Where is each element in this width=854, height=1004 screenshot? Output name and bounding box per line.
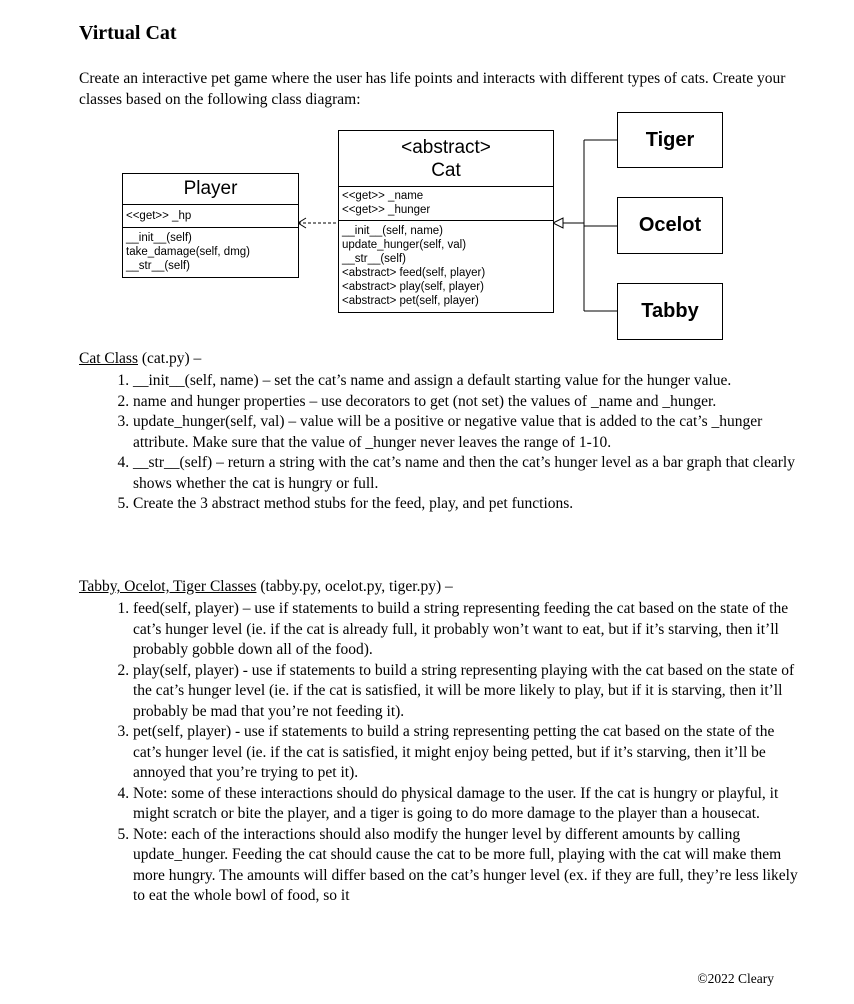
list-item: 2. play(self, player) - use if statements to build a string representing playing with the cat based on the state of the cat’s hunger level (ie. if the cat is satisfied, it will be more likely to play, but if it is starving, then it’ll probably be mad that you’re not feeding it).	[133, 661, 799, 723]
cat-method: __init__(self, name)	[342, 225, 443, 237]
cat-attribute: <<get>> _name	[342, 190, 424, 202]
player-class-box	[122, 173, 299, 278]
cat-stereotype: <abstract>	[401, 137, 491, 158]
ocelot-class-name: Ocelot	[638, 214, 702, 236]
cat-section-title: Cat Class	[79, 350, 138, 367]
tabby-class-name: Tabby	[641, 300, 699, 322]
list-item: 3. pet(self, player) - use if statements to build a string representing petting the cat based on the state of the cat’s hunger level (ie. if the cat is satisfied, it might enjoy being petted, but if it’s starving, then it’ll be annoyed that you’re trying to pet it).	[133, 722, 799, 784]
inheritance-arrowhead	[553, 218, 563, 228]
cat-section-file: (cat.py) –	[138, 350, 202, 367]
cat-class-name: Cat	[431, 160, 461, 181]
tiger-class-name: Tiger	[645, 128, 695, 151]
player-attribute: <<get>> _hp	[126, 210, 192, 222]
cat-section-heading	[79, 350, 201, 368]
cat-method: <abstract> feed(self, player)	[342, 267, 486, 279]
cat-methods	[339, 220, 553, 312]
player-attributes	[123, 204, 298, 227]
cat-method: <abstract> pet(self, player)	[342, 295, 479, 307]
cat-requirements-list	[79, 371, 799, 515]
list-item: 5. Note: each of the interactions should also modify the hunger level by different amounts by calling update_hunger. Feeding the cat should cause the cat to be more full, playing with the cat will make them more hungry. The amounts will differ based on the cat’s hunger level (ex. if they are full, they’re less likely to eat the whole bowl of food, so it	[133, 825, 799, 907]
list-item: 4. Note: some of these interactions should do physical damage to the user. If the cat is hungry or playful, it might scratch or bite the player, and a tiger is going to do more damage to the player than a housecat.	[133, 784, 799, 825]
player-methods	[123, 227, 298, 277]
player-method: __init__(self)	[126, 232, 192, 244]
tabby-class-box	[617, 283, 723, 340]
list-item: 2. name and hunger properties – use decorators to get (not set) the values of _name and _hunger.	[133, 392, 799, 413]
player-method: __str__(self)	[126, 260, 190, 272]
subclass-section-title: Tabby, Ocelot, Tiger Classes	[79, 578, 257, 595]
player-class-name: Player	[183, 178, 238, 199]
list-item: 3. update_hunger(self, val) – value will be a positive or negative value that is added to the cat’s _hunger attribute. Make sure that the value of _hunger never leaves the range of 1-10.	[133, 412, 799, 453]
player-method: take_damage(self, dmg)	[126, 246, 251, 258]
subclass-requirements-list	[79, 599, 799, 907]
list-item: 4. __str__(self) – return a string with the cat’s name and then the cat’s hunger level as a bar graph that clearly shows whether the cat is hungry or full.	[133, 453, 799, 494]
copyright-footer: ©2022 Cleary	[697, 971, 774, 986]
cat-attributes	[339, 186, 553, 220]
ocelot-class-box	[617, 197, 723, 254]
subclass-section-heading	[79, 578, 453, 596]
subclass-section-file: (tabby.py, ocelot.py, tiger.py) –	[256, 578, 453, 595]
list-item: 5. Create the 3 abstract method stubs for the feed, play, and pet functions.	[133, 494, 799, 515]
list-item: 1. __init__(self, name) – set the cat’s name and assign a default starting value for the hunger value.	[133, 371, 799, 392]
cat-method: <abstract> play(self, player)	[342, 281, 484, 293]
tiger-class-box	[617, 112, 723, 168]
cat-method: update_hunger(self, val)	[342, 239, 467, 251]
intro-paragraph: Create an interactive pet game where the user has life points and interacts with different types of cats. Create your classes based on the following class diagram:	[79, 70, 786, 108]
cat-class-header	[339, 131, 553, 186]
cat-method: __str__(self)	[342, 253, 406, 265]
cat-attribute: <<get>> _hunger	[342, 204, 431, 216]
cat-class-box	[338, 130, 554, 313]
list-item: 1. feed(self, player) – use if statements to build a string representing feeding the cat based on the state of the cat’s hunger level (ie. if the cat is already full, it probably won’t want to eat, but if it’s starving, then it’ll probably gobble down all of the food).	[133, 599, 799, 661]
page-title: Virtual Cat	[79, 22, 177, 44]
